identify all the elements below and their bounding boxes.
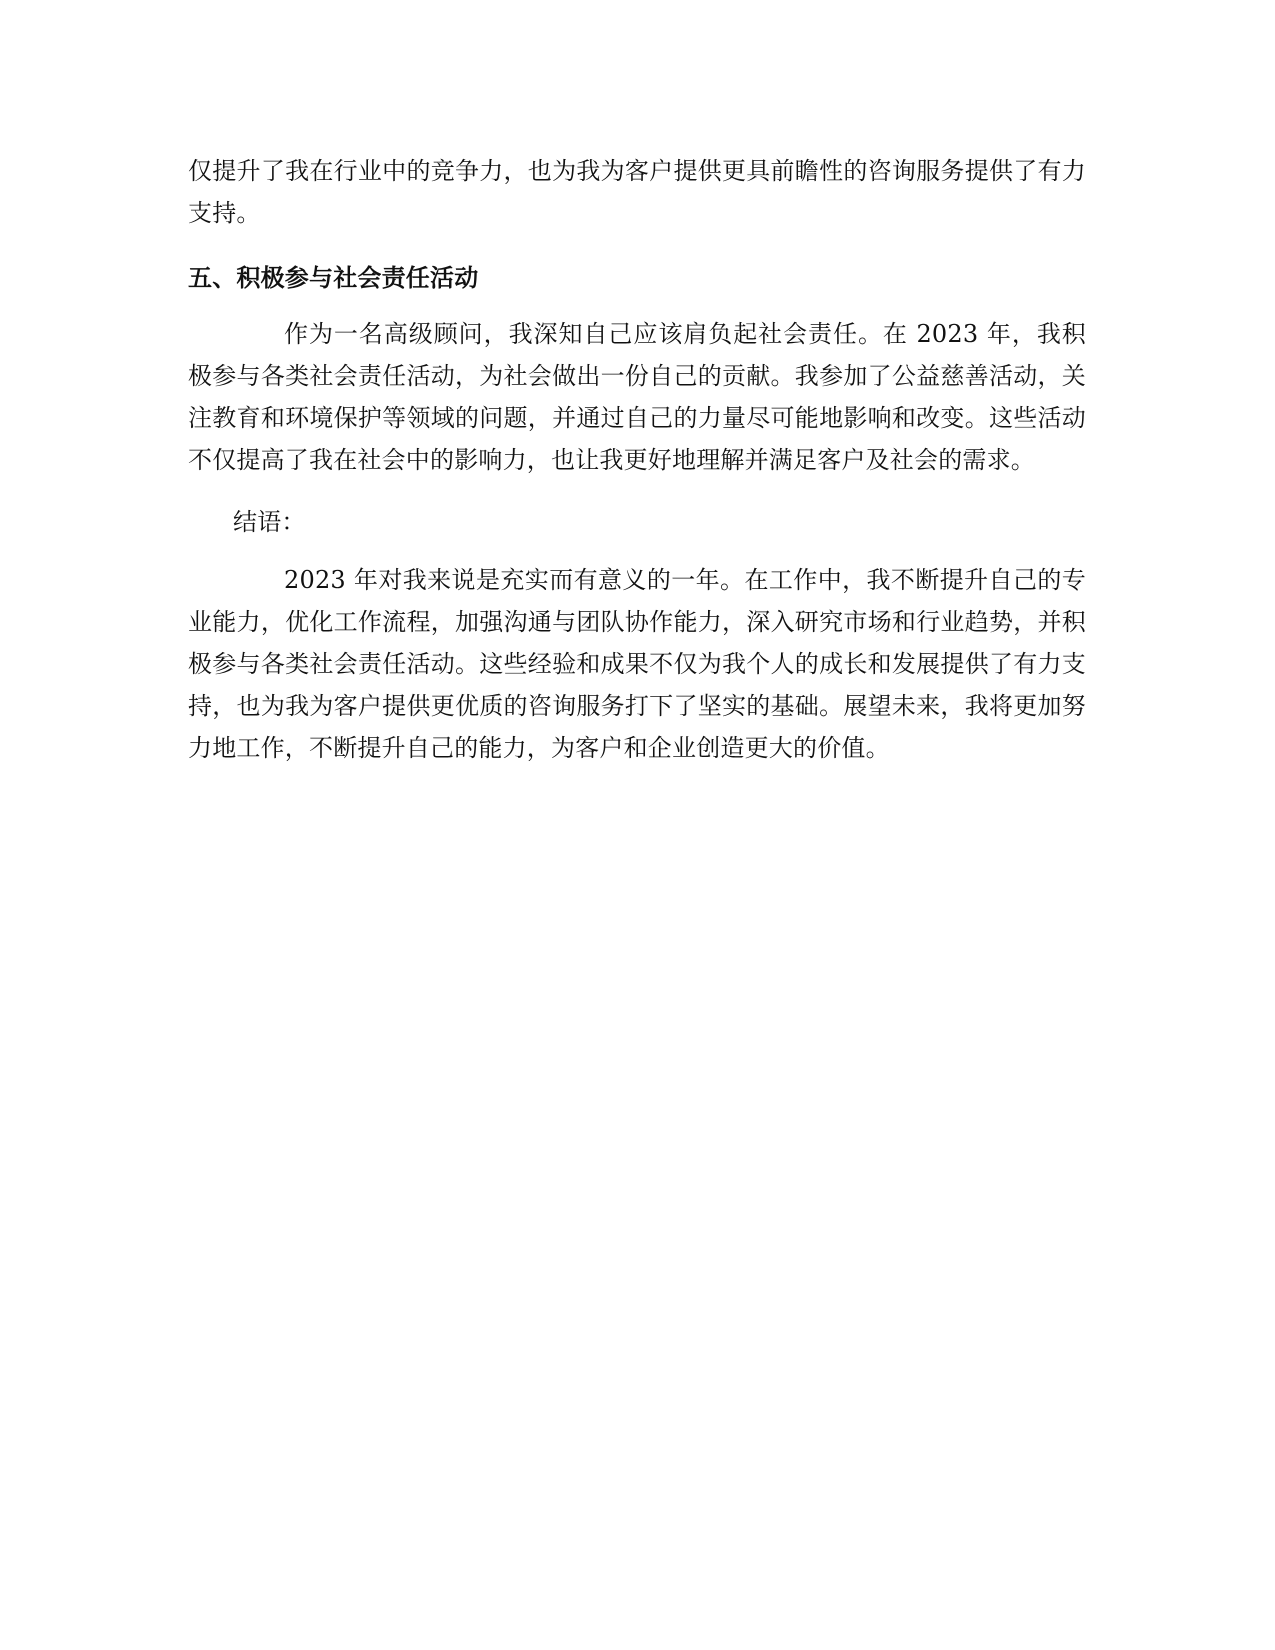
section-five-heading: 五、积极参与社会责任活动 [188,264,479,292]
conclusion-label: 结语： [233,508,306,536]
continuation-paragraph: 仅提升了我在行业中的竞争力，也为我为客户提供更具前瞻性的咨询服务提供了有力支持。 [188,157,1086,227]
conclusion-paragraph: 2023 年对我来说是充实而有意义的一年。在工作中，我不断提升自己的专业能力，优化工作流程，加强沟通与团队协作能力，深入研究市场和行业趋势，并积极参与各类社会责任活动。这些经验和成果不仅为我个人的成长和发展提供了有力支持，也为我为客户提供更优质的咨询服务打下了坚实的基础。展望未来，我将更加努力地工作，不断提升自己的能力，为客户和企业创造更大的价值。 [188,566,1086,762]
document-content [188,140,1086,769]
section-five-paragraph: 作为一名高级顾问，我深知自己应该肩负起社会责任。在 2023 年，我积极参与各类社会责任活动，为社会做出一份自己的贡献。我参加了公益慈善活动，关注教育和环境保护等领域的问题，并通过自己的力量尽可能地影响和改变。这些活动不仅提高了我在社会中的影响力，也让我更好地理解并满足客户及社会的需求。 [188,320,1086,474]
